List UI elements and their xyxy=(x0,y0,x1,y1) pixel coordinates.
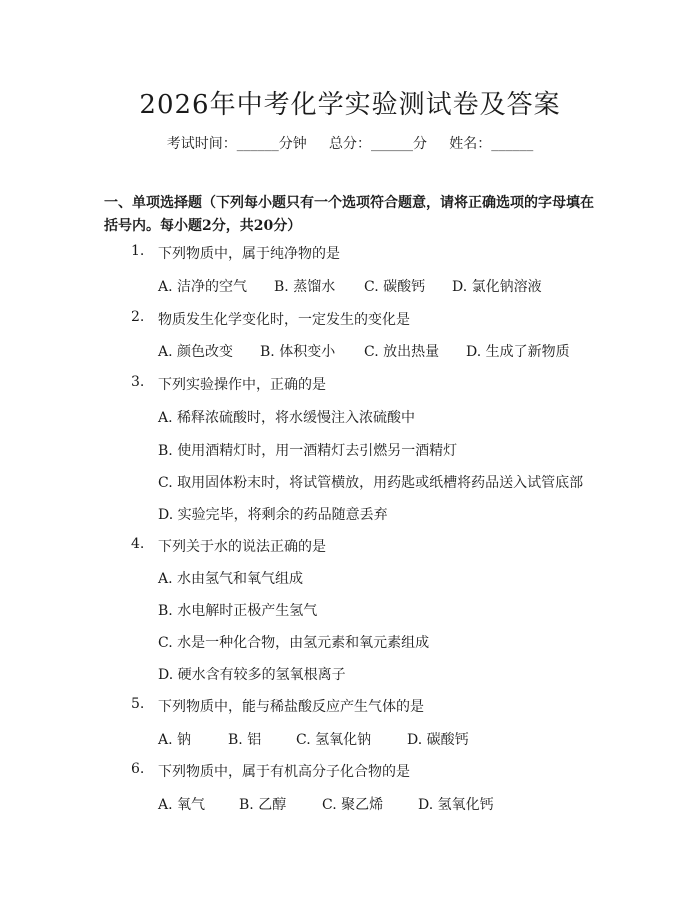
exam-info-line: 考试时间：______分钟 总分：______分 姓名：______ xyxy=(166,136,534,152)
option-d: D. 碳酸钙 xyxy=(407,732,469,748)
option-b: B. 乙醇 xyxy=(239,797,287,813)
question-number: 3. xyxy=(131,374,145,390)
option-b: B. 体积变小 xyxy=(260,344,336,360)
question-text: 下列物质中，属于有机高分子化合物的是 xyxy=(158,764,410,780)
option-a: A. 水由氢气和氧气组成 xyxy=(158,571,304,587)
option-c: C. 氢氧化钠 xyxy=(296,732,372,748)
question-text: 物质发生化学变化时，一定发生的变化是 xyxy=(158,312,410,328)
option-b: B. 蒸馏水 xyxy=(274,279,336,295)
option-d: D. 硬水含有较多的氢氧根离子 xyxy=(158,667,346,683)
question-number: 6. xyxy=(131,761,145,777)
option-c: C. 取用固体粉末时，将试管横放，用药匙或纸槽将药品送入试管底部 xyxy=(158,475,584,491)
option-a: A. 稀释浓硫酸时，将水缓慢注入浓硫酸中 xyxy=(158,410,416,426)
option-d: D. 生成了新物质 xyxy=(466,344,570,360)
option-b: B. 水电解时正极产生氢气 xyxy=(158,603,318,619)
option-d: D. 氯化钠溶液 xyxy=(452,279,542,295)
option-d: D. 氢氧化钙 xyxy=(418,797,494,813)
question-number: 5. xyxy=(131,696,145,712)
option-a: A. 氧气 xyxy=(158,797,206,813)
option-d: D. 实验完毕，将剩余的药品随意丢弃 xyxy=(158,507,388,523)
page-title: 2026年中考化学实验测试卷及答案 xyxy=(139,90,561,120)
question-text: 下列物质中，能与稀盐酸反应产生气体的是 xyxy=(158,699,424,715)
question-text: 下列关于水的说法正确的是 xyxy=(158,539,326,555)
option-c: C. 碳酸钙 xyxy=(364,279,426,295)
option-c: C. 水是一种化合物，由氢元素和氧元素组成 xyxy=(158,635,430,651)
question-text: 下列物质中，属于纯净物的是 xyxy=(158,246,340,262)
option-c: C. 放出热量 xyxy=(364,344,440,360)
question-number: 2. xyxy=(131,309,145,325)
option-a: A. 钠 xyxy=(158,732,192,748)
option-a: A. 洁净的空气 xyxy=(158,279,248,295)
question-text: 下列实验操作中，正确的是 xyxy=(158,377,326,393)
option-c: C. 聚乙烯 xyxy=(322,797,384,813)
question-number: 1. xyxy=(131,243,145,259)
section-heading: 一、单项选择题（下列每小题只有一个选项符合题意，请将正确选项的字母填在括号内。每小题2分，共20分） xyxy=(104,195,594,234)
option-b: B. 使用酒精灯时，用一酒精灯去引燃另一酒精灯 xyxy=(158,443,458,459)
option-a: A. 颜色改变 xyxy=(158,344,234,360)
question-number: 4. xyxy=(131,536,145,552)
option-b: B. 铝 xyxy=(228,732,262,748)
